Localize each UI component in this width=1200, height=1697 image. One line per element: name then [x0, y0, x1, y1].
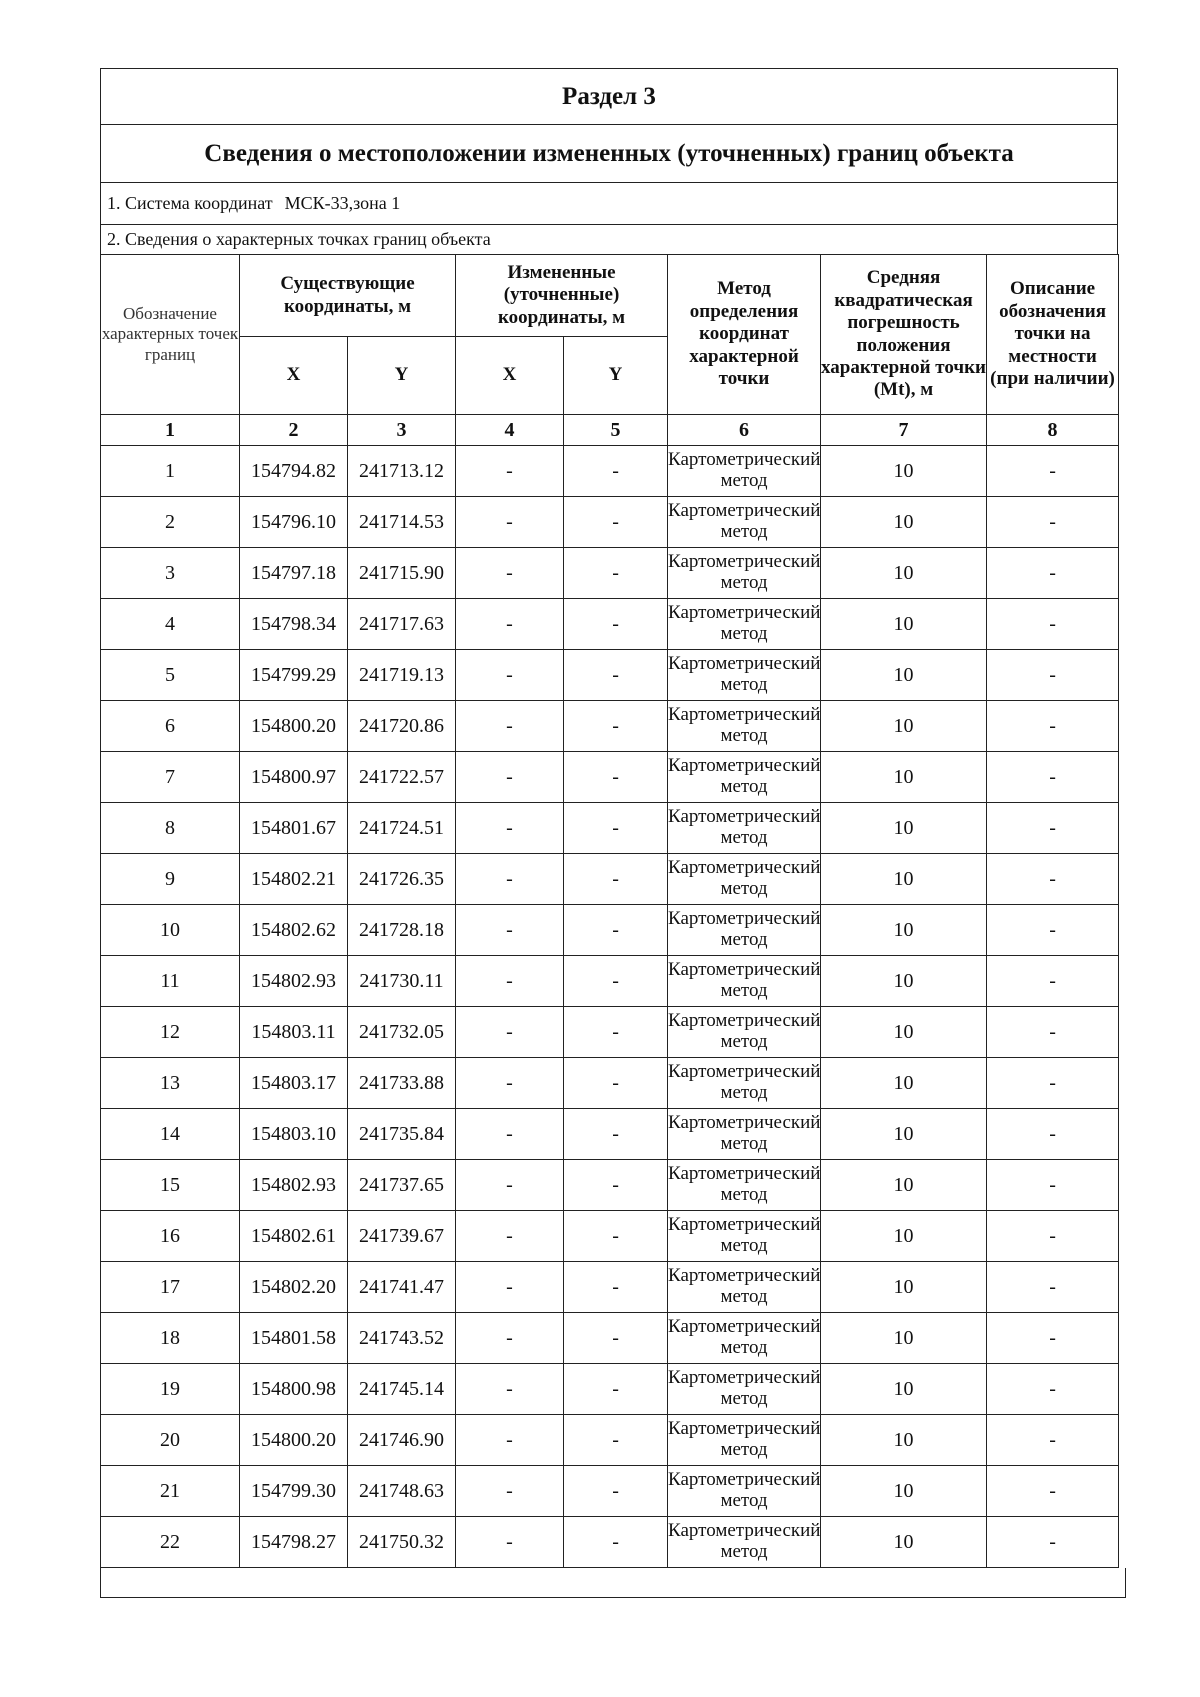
method-cell: Картометрический метод: [668, 803, 821, 854]
changed-x-cell: -: [456, 1007, 564, 1058]
header-description: Описание обозначения точки на местности (при наличии): [987, 255, 1119, 415]
table-row: [101, 548, 1119, 599]
existing-x-cell: 154794.82: [240, 446, 348, 497]
header-changed-coords: Измененные (уточненные) координаты, м: [456, 255, 668, 337]
existing-y-cell: 241750.32: [348, 1517, 456, 1568]
error-cell: 10: [821, 1007, 987, 1058]
changed-x-cell: -: [456, 752, 564, 803]
existing-y-cell: 241735.84: [348, 1109, 456, 1160]
point-number-cell: 10: [101, 905, 240, 956]
description-cell: -: [987, 1007, 1119, 1058]
method-cell: Картометрический метод: [668, 701, 821, 752]
coord-system-value: МСК-33,зона 1: [284, 193, 401, 213]
existing-y-cell: 241722.57: [348, 752, 456, 803]
changed-y-cell: -: [564, 701, 668, 752]
error-cell: 10: [821, 548, 987, 599]
changed-x-cell: -: [456, 956, 564, 1007]
point-number-cell: 11: [101, 956, 240, 1007]
points-table: [100, 254, 1119, 1568]
changed-x-cell: -: [456, 803, 564, 854]
description-cell: -: [987, 1364, 1119, 1415]
error-cell: 10: [821, 1160, 987, 1211]
changed-x-cell: -: [456, 650, 564, 701]
error-cell: 10: [821, 1313, 987, 1364]
existing-x-cell: 154796.10: [240, 497, 348, 548]
section-title: Раздел 3: [100, 68, 1118, 124]
method-cell: Картометрический метод: [668, 1466, 821, 1517]
existing-y-cell: 241714.53: [348, 497, 456, 548]
description-cell: -: [987, 1415, 1119, 1466]
description-cell: -: [987, 1262, 1119, 1313]
changed-y-cell: -: [564, 548, 668, 599]
column-number: 2: [240, 415, 348, 446]
existing-x-cell: 154800.20: [240, 701, 348, 752]
point-number-cell: 9: [101, 854, 240, 905]
error-cell: 10: [821, 1517, 987, 1568]
changed-y-cell: -: [564, 905, 668, 956]
coord-system-row: [100, 182, 1118, 224]
existing-y-cell: 241748.63: [348, 1466, 456, 1517]
existing-y-cell: 241732.05: [348, 1007, 456, 1058]
changed-y-cell: -: [564, 1466, 668, 1517]
error-cell: 10: [821, 497, 987, 548]
description-cell: -: [987, 905, 1119, 956]
description-cell: -: [987, 1313, 1119, 1364]
existing-x-cell: 154803.17: [240, 1058, 348, 1109]
point-number-cell: 19: [101, 1364, 240, 1415]
description-cell: -: [987, 803, 1119, 854]
changed-x-cell: -: [456, 701, 564, 752]
point-number-cell: 16: [101, 1211, 240, 1262]
description-cell: -: [987, 446, 1119, 497]
table-row: [101, 1313, 1119, 1364]
description-cell: -: [987, 1517, 1119, 1568]
table-row: [101, 752, 1119, 803]
changed-x-cell: -: [456, 1415, 564, 1466]
error-cell: 10: [821, 1058, 987, 1109]
method-cell: Картометрический метод: [668, 1160, 821, 1211]
existing-x-cell: 154799.29: [240, 650, 348, 701]
method-cell: Картометрический метод: [668, 1007, 821, 1058]
existing-y-cell: 241728.18: [348, 905, 456, 956]
point-number-cell: 8: [101, 803, 240, 854]
changed-x-cell: -: [456, 1262, 564, 1313]
method-cell: Картометрический метод: [668, 1415, 821, 1466]
method-cell: Картометрический метод: [668, 446, 821, 497]
existing-y-cell: 241724.51: [348, 803, 456, 854]
column-number: 3: [348, 415, 456, 446]
changed-y-cell: -: [564, 1415, 668, 1466]
error-cell: 10: [821, 650, 987, 701]
description-cell: -: [987, 956, 1119, 1007]
changed-y-cell: -: [564, 1517, 668, 1568]
method-cell: Картометрический метод: [668, 1313, 821, 1364]
method-cell: Картометрический метод: [668, 650, 821, 701]
changed-y-cell: -: [564, 497, 668, 548]
points-heading: 2. Сведения о характерных точках границ объекта: [100, 224, 1118, 254]
table-row: [101, 956, 1119, 1007]
existing-y-cell: 241746.90: [348, 1415, 456, 1466]
point-number-cell: 12: [101, 1007, 240, 1058]
point-number-cell: 6: [101, 701, 240, 752]
existing-x-cell: 154797.18: [240, 548, 348, 599]
existing-x-cell: 154802.21: [240, 854, 348, 905]
point-number-cell: 14: [101, 1109, 240, 1160]
point-number-cell: 1: [101, 446, 240, 497]
existing-y-cell: 241715.90: [348, 548, 456, 599]
error-cell: 10: [821, 446, 987, 497]
point-number-cell: 5: [101, 650, 240, 701]
existing-x-cell: 154802.61: [240, 1211, 348, 1262]
changed-y-cell: -: [564, 1313, 668, 1364]
method-cell: Картометрический метод: [668, 956, 821, 1007]
existing-y-cell: 241719.13: [348, 650, 456, 701]
header-method: Метод определения координат характерной точки: [668, 255, 821, 415]
table-row: [101, 1262, 1119, 1313]
changed-y-cell: -: [564, 1058, 668, 1109]
coord-system-label: 1. Система координат: [107, 193, 273, 213]
document-subtitle: Сведения о местоположении измененных (уточненных) границ объекта: [100, 124, 1118, 182]
existing-y-cell: 241717.63: [348, 599, 456, 650]
changed-y-cell: -: [564, 854, 668, 905]
point-number-cell: 13: [101, 1058, 240, 1109]
changed-x-cell: -: [456, 1313, 564, 1364]
error-cell: 10: [821, 1364, 987, 1415]
column-number: 8: [987, 415, 1119, 446]
error-cell: 10: [821, 752, 987, 803]
method-cell: Картометрический метод: [668, 497, 821, 548]
description-cell: -: [987, 1466, 1119, 1517]
points-table-body: [101, 446, 1119, 1568]
existing-y-cell: 241739.67: [348, 1211, 456, 1262]
table-row: [101, 497, 1119, 548]
changed-y-cell: -: [564, 1007, 668, 1058]
table-row: [101, 1517, 1119, 1568]
existing-x-cell: 154800.97: [240, 752, 348, 803]
method-cell: Картометрический метод: [668, 752, 821, 803]
changed-x-cell: -: [456, 905, 564, 956]
existing-x-cell: 154800.20: [240, 1415, 348, 1466]
changed-x-cell: -: [456, 1211, 564, 1262]
existing-x-cell: 154802.93: [240, 956, 348, 1007]
changed-y-cell: -: [564, 1262, 668, 1313]
header-point-label: Обозначение характерных точек границ: [101, 255, 240, 415]
existing-x-cell: 154803.10: [240, 1109, 348, 1160]
changed-y-cell: -: [564, 650, 668, 701]
changed-x-cell: -: [456, 1109, 564, 1160]
changed-x-cell: -: [456, 1058, 564, 1109]
description-cell: -: [987, 701, 1119, 752]
existing-x-cell: 154802.93: [240, 1160, 348, 1211]
error-cell: 10: [821, 1109, 987, 1160]
existing-x-cell: 154803.11: [240, 1007, 348, 1058]
existing-x-cell: 154799.30: [240, 1466, 348, 1517]
error-cell: 10: [821, 1415, 987, 1466]
method-cell: Картометрический метод: [668, 1109, 821, 1160]
method-cell: Картометрический метод: [668, 1058, 821, 1109]
table-row: [101, 1415, 1119, 1466]
table-footer-row: [100, 1568, 1126, 1598]
error-cell: 10: [821, 1262, 987, 1313]
changed-x-cell: -: [456, 446, 564, 497]
existing-x-cell: 154800.98: [240, 1364, 348, 1415]
error-cell: 10: [821, 956, 987, 1007]
column-number: 5: [564, 415, 668, 446]
description-cell: -: [987, 497, 1119, 548]
existing-y-cell: 241726.35: [348, 854, 456, 905]
column-number-row: [101, 415, 1119, 446]
table-row: [101, 650, 1119, 701]
table-row: [101, 446, 1119, 497]
method-cell: Картометрический метод: [668, 1262, 821, 1313]
existing-y-cell: 241730.11: [348, 956, 456, 1007]
changed-y-cell: -: [564, 446, 668, 497]
header-existing-coords: Существующие координаты, м: [240, 255, 456, 337]
table-row: [101, 1364, 1119, 1415]
changed-y-cell: -: [564, 599, 668, 650]
error-cell: 10: [821, 1211, 987, 1262]
description-cell: -: [987, 650, 1119, 701]
description-cell: -: [987, 1109, 1119, 1160]
changed-x-cell: -: [456, 854, 564, 905]
changed-y-cell: -: [564, 1364, 668, 1415]
description-cell: -: [987, 1058, 1119, 1109]
description-cell: -: [987, 1160, 1119, 1211]
point-number-cell: 22: [101, 1517, 240, 1568]
column-number: 6: [668, 415, 821, 446]
table-row: [101, 854, 1119, 905]
point-number-cell: 15: [101, 1160, 240, 1211]
point-number-cell: 21: [101, 1466, 240, 1517]
changed-y-cell: -: [564, 1109, 668, 1160]
table-row: [101, 1160, 1119, 1211]
header-changed-y: Y: [564, 337, 668, 415]
changed-x-cell: -: [456, 497, 564, 548]
changed-y-cell: -: [564, 1211, 668, 1262]
changed-x-cell: -: [456, 548, 564, 599]
table-row: [101, 1109, 1119, 1160]
column-number: 4: [456, 415, 564, 446]
point-number-cell: 7: [101, 752, 240, 803]
point-number-cell: 18: [101, 1313, 240, 1364]
table-row: [101, 1466, 1119, 1517]
table-row: [101, 803, 1119, 854]
point-number-cell: 4: [101, 599, 240, 650]
method-cell: Картометрический метод: [668, 1364, 821, 1415]
existing-x-cell: 154798.27: [240, 1517, 348, 1568]
point-number-cell: 2: [101, 497, 240, 548]
existing-y-cell: 241737.65: [348, 1160, 456, 1211]
existing-y-cell: 241713.12: [348, 446, 456, 497]
error-cell: 10: [821, 803, 987, 854]
existing-x-cell: 154802.62: [240, 905, 348, 956]
point-number-cell: 17: [101, 1262, 240, 1313]
column-number: 1: [101, 415, 240, 446]
method-cell: Картометрический метод: [668, 1517, 821, 1568]
header-changed-x: X: [456, 337, 564, 415]
existing-y-cell: 241741.47: [348, 1262, 456, 1313]
method-cell: Картометрический метод: [668, 854, 821, 905]
method-cell: Картометрический метод: [668, 599, 821, 650]
header-existing-y: Y: [348, 337, 456, 415]
description-cell: -: [987, 752, 1119, 803]
table-row: [101, 701, 1119, 752]
changed-x-cell: -: [456, 1160, 564, 1211]
changed-x-cell: -: [456, 1364, 564, 1415]
existing-y-cell: 241733.88: [348, 1058, 456, 1109]
existing-x-cell: 154801.67: [240, 803, 348, 854]
changed-y-cell: -: [564, 956, 668, 1007]
description-cell: -: [987, 854, 1119, 905]
error-cell: 10: [821, 701, 987, 752]
error-cell: 10: [821, 905, 987, 956]
description-cell: -: [987, 548, 1119, 599]
table-row: [101, 599, 1119, 650]
point-number-cell: 20: [101, 1415, 240, 1466]
method-cell: Картометрический метод: [668, 1211, 821, 1262]
table-row: [101, 1007, 1119, 1058]
existing-y-cell: 241745.14: [348, 1364, 456, 1415]
existing-x-cell: 154802.20: [240, 1262, 348, 1313]
description-cell: -: [987, 599, 1119, 650]
description-cell: -: [987, 1211, 1119, 1262]
document-sheet: [100, 68, 1118, 1598]
header-error: Средняя квадратическая погрешность положения характерной точки (Mt), м: [821, 255, 987, 415]
table-row: [101, 1211, 1119, 1262]
existing-x-cell: 154801.58: [240, 1313, 348, 1364]
existing-x-cell: 154798.34: [240, 599, 348, 650]
table-row: [101, 905, 1119, 956]
changed-x-cell: -: [456, 599, 564, 650]
changed-x-cell: -: [456, 1517, 564, 1568]
changed-y-cell: -: [564, 1160, 668, 1211]
header-existing-x: X: [240, 337, 348, 415]
existing-y-cell: 241720.86: [348, 701, 456, 752]
error-cell: 10: [821, 854, 987, 905]
existing-y-cell: 241743.52: [348, 1313, 456, 1364]
changed-x-cell: -: [456, 1466, 564, 1517]
method-cell: Картометрический метод: [668, 548, 821, 599]
changed-y-cell: -: [564, 752, 668, 803]
error-cell: 10: [821, 1466, 987, 1517]
column-number: 7: [821, 415, 987, 446]
changed-y-cell: -: [564, 803, 668, 854]
table-row: [101, 1058, 1119, 1109]
method-cell: Картометрический метод: [668, 905, 821, 956]
error-cell: 10: [821, 599, 987, 650]
point-number-cell: 3: [101, 548, 240, 599]
